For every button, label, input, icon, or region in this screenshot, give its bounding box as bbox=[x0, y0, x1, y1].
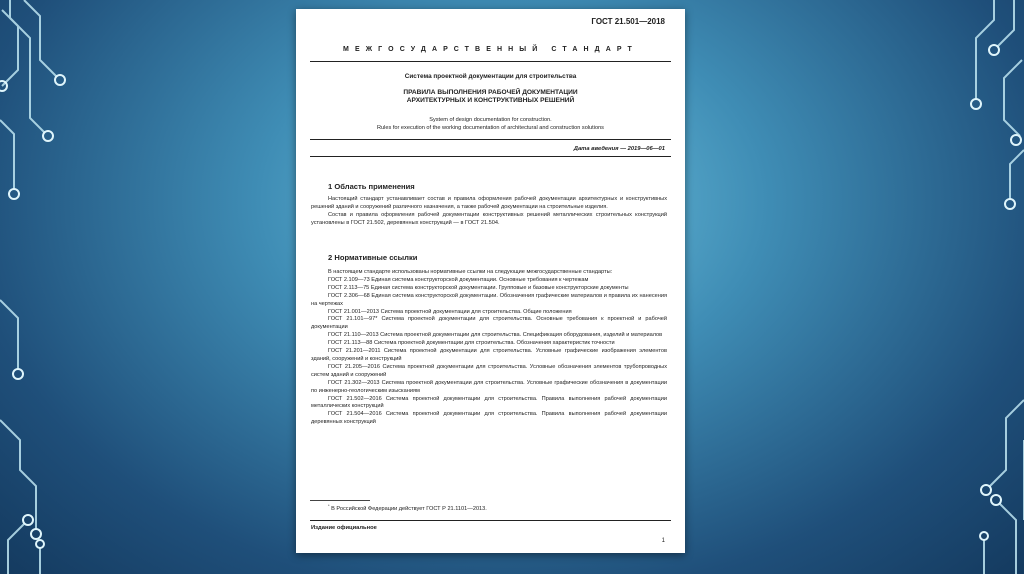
reference-item: ГОСТ 21.205—2016 Система проектной документации для строительства. Условные обозначения элементов трубопроводных систем зданий и сооружений bbox=[311, 363, 667, 378]
section-1-body bbox=[311, 196, 667, 228]
footnote-text: В Российской Федерации действует ГОСТ Р 21.1101—2013. bbox=[329, 505, 487, 512]
title-rule bbox=[310, 139, 671, 140]
reference-item: ГОСТ 2.306—68 Единая система конструкторской документации. Обозначения графические материалов и правила их нанесения на чертежах bbox=[311, 292, 667, 307]
interstate-standard-label: МЕЖГОСУДАРСТВЕННЫЙ СТАНДАРТ bbox=[343, 46, 638, 53]
header-rule bbox=[310, 61, 671, 62]
edition-label: Издание официальное bbox=[311, 525, 377, 531]
system-title: Система проектной документации для строительства bbox=[404, 73, 577, 80]
reference-item: ГОСТ 21.110—2013 Система проектной документации для строительства. Спецификация оборудования, изделий и материалов bbox=[328, 332, 663, 339]
reference-item: ГОСТ 2.109—73 Единая система конструкторской документации. Основные требования к чертежам bbox=[328, 276, 589, 283]
document-page bbox=[296, 9, 685, 553]
paragraph: В настоящем стандарте использованы нормативные ссылки на следующие межгосударственные стандарты: bbox=[328, 269, 613, 275]
english-title-line: Rules for execution of the working documentation of architectural and construction solutions bbox=[377, 124, 604, 131]
rules-title-line: АРХИТЕКТУРНЫХ И КОНСТРУКТИВНЫХ РЕШЕНИЙ bbox=[406, 97, 575, 105]
section-1-heading: 1 Область применения bbox=[328, 182, 415, 191]
page-number: 1 bbox=[661, 538, 665, 544]
date-rule bbox=[310, 156, 671, 157]
english-title bbox=[296, 117, 685, 132]
rules-title-line: ПРАВИЛА ВЫПОЛНЕНИЯ РАБОЧЕЙ ДОКУМЕНТАЦИИ bbox=[403, 89, 578, 96]
reference-item: ГОСТ 2.113—75 Единая система конструкторской документации. Групповые и базовые конструкторские документы bbox=[328, 284, 629, 291]
circuit-decoration-right bbox=[954, 0, 1024, 574]
document-code: ГОСТ 21.501—2018 bbox=[591, 17, 665, 26]
paragraph: Настоящий стандарт устанавливает состав и правила оформления рабочей документации архитектурных и конструктивных решений зданий и сооружений различного назначения, а также рабочей документации на строительные изделия. bbox=[311, 196, 667, 210]
reference-item: ГОСТ 21.504—2016 Система проектной документации для строительства. Правила выполнения рабочей документации деревянных конструкций bbox=[311, 411, 667, 426]
reference-item: ГОСТ 21.201—2011 Система проектной документации для строительства. Условные графические изображения элементов зданий, сооружений и конструкций bbox=[311, 348, 667, 362]
reference-item: ГОСТ 21.101—97* Система проектной документации для строительства. Основные требования к проектной и рабочей документации bbox=[311, 316, 667, 331]
reference-item: ГОСТ 21.302—2013 Система проектной документации для строительства. Условные графические обозначения в документации по инженерно-геологическим изысканиям bbox=[311, 379, 667, 394]
section-2-heading: 2 Нормативные ссылки bbox=[328, 253, 418, 262]
reference-item: ГОСТ 21.502—2016 Система проектной документации для строительства. Правила выполнения рабочей документации металлических конструкций bbox=[311, 395, 667, 410]
reference-item: ГОСТ 21.113—88 Система проектной документации для строительства. Обозначения характеристик точности bbox=[328, 340, 615, 347]
rules-title bbox=[296, 89, 685, 106]
footnote bbox=[328, 503, 487, 512]
reference-item: ГОСТ 21.001—2013 Система проектной документации для строительства. Общие положения bbox=[328, 308, 572, 315]
section-2-body bbox=[311, 269, 667, 427]
paragraph: Состав и правила оформления рабочей документации конструктивных решений металлических строительных конструкций установлены в ГОСТ 21.502, деревянных конструкций — в ГОСТ 21.504. bbox=[311, 211, 667, 226]
introduction-date: Дата введения — 2019—06—01 bbox=[573, 146, 665, 152]
footnote-rule bbox=[310, 500, 370, 501]
circuit-decoration-left bbox=[0, 0, 70, 574]
english-title-line: System of design documentation for construction. bbox=[429, 117, 552, 123]
footnote-mark: * bbox=[328, 503, 330, 508]
edition-rule bbox=[310, 520, 671, 521]
